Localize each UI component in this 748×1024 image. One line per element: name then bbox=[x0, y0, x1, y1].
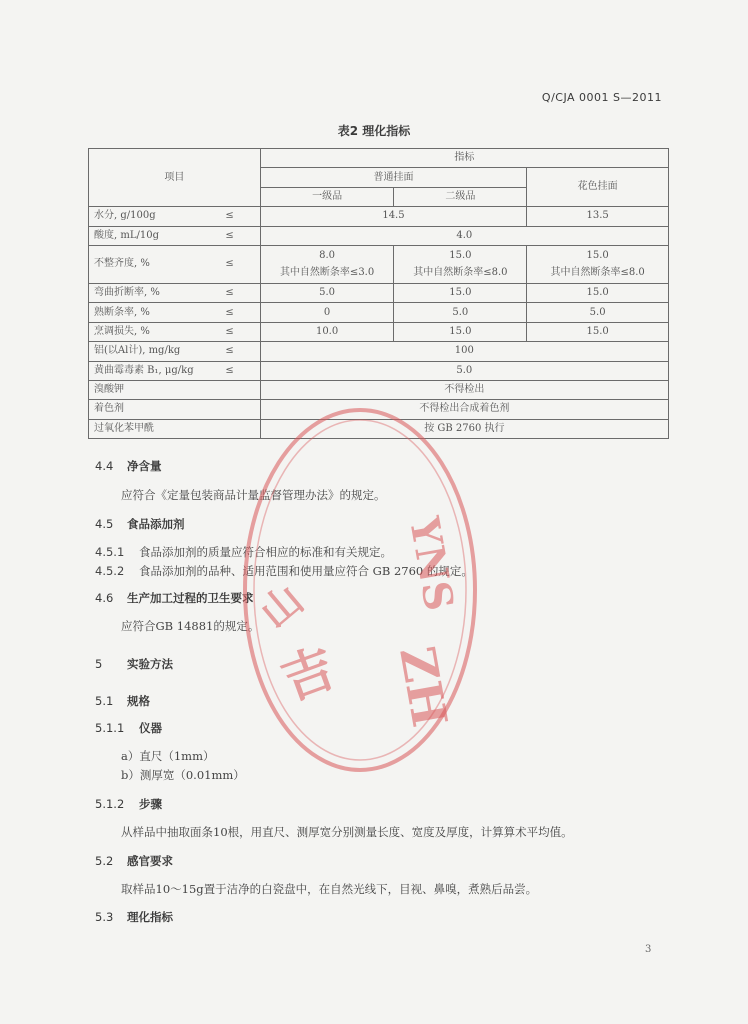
cell-note: 其中自然断条率≤3.0 bbox=[279, 267, 375, 279]
section-heading: 5.3 理化指标 bbox=[95, 910, 173, 924]
header-index: 指标 bbox=[260, 149, 668, 168]
svg-text:山: 山 bbox=[251, 575, 313, 638]
cell-value: 不得检出 bbox=[260, 380, 668, 399]
table-row bbox=[89, 419, 669, 438]
cell-value: 15.0 bbox=[527, 322, 669, 341]
cell-value: 13.5 bbox=[527, 207, 669, 226]
cell-value: 0 bbox=[260, 303, 394, 322]
le-sign: ≤ bbox=[225, 210, 234, 222]
header-item: 项目 bbox=[89, 149, 261, 207]
row-label: 熟断条率, % bbox=[94, 306, 150, 318]
svg-text:YNS: YNS bbox=[400, 513, 463, 615]
paragraph: 应符合GB 14881的规定。 bbox=[121, 619, 260, 633]
le-sign: ≤ bbox=[225, 229, 234, 241]
cell-value: 15.0 bbox=[586, 250, 609, 262]
standard-number: Q/CJA 0001 S—2011 bbox=[541, 91, 662, 104]
cell-value: 8.0 bbox=[319, 250, 336, 262]
cell-value: 5.0 bbox=[260, 283, 394, 302]
header-fancy: 花色挂面 bbox=[527, 168, 669, 207]
row-label: 不整齐度, % bbox=[94, 258, 150, 270]
section-heading: 5.1 规格 bbox=[95, 694, 150, 708]
row-label: 黄曲霉毒素 B₁, μg/kg bbox=[94, 364, 194, 376]
table-row bbox=[89, 361, 669, 380]
paragraph: 从样品中抽取面条10根，用直尺、测厚宽分别测量长度、宽度及厚度，计算算术平均值。 bbox=[121, 825, 573, 839]
table-row bbox=[89, 342, 669, 361]
cell-value: 5.0 bbox=[527, 303, 669, 322]
row-label: 铝(以Al计), mg/kg bbox=[94, 345, 181, 357]
table-caption: 表2 理化指标 bbox=[337, 124, 411, 138]
cell-value: 14.5 bbox=[260, 207, 527, 226]
paragraph: 应符合《定量包装商品计量监督管理办法》的规定。 bbox=[121, 488, 386, 502]
svg-text:吉: 吉 bbox=[273, 637, 344, 713]
cell-value: 4.0 bbox=[260, 226, 668, 245]
company-seal bbox=[235, 400, 485, 780]
cell-value: 15.0 bbox=[394, 283, 527, 302]
cell-value: 10.0 bbox=[260, 322, 394, 341]
row-label: 烹调损失, % bbox=[94, 325, 150, 337]
table-row bbox=[89, 245, 669, 283]
table-row bbox=[89, 207, 669, 226]
cell-value: 不得检出合成着色剂 bbox=[260, 400, 668, 419]
table-row bbox=[89, 303, 669, 322]
le-sign: ≤ bbox=[225, 258, 234, 270]
table-row bbox=[89, 322, 669, 341]
section-heading: 5.1.2 步骤 bbox=[95, 797, 162, 811]
le-sign: ≤ bbox=[225, 287, 234, 299]
le-sign: ≤ bbox=[225, 345, 234, 357]
cell-value: 5.0 bbox=[260, 361, 668, 380]
cell-note: 其中自然断条率≤8.0 bbox=[413, 267, 508, 279]
row-label: 弯曲折断率, % bbox=[94, 287, 160, 299]
section-heading: 5.1.1 仪器 bbox=[95, 721, 162, 735]
header-grade2: 二级品 bbox=[394, 187, 527, 206]
table-row bbox=[89, 226, 669, 245]
cell-value: 15.0 bbox=[394, 322, 527, 341]
table-row bbox=[89, 380, 669, 399]
le-sign: ≤ bbox=[225, 364, 234, 376]
table-row bbox=[89, 283, 669, 302]
header-ordinary: 普通挂面 bbox=[260, 168, 527, 187]
section-heading: 4.5 食品添加剂 bbox=[95, 517, 185, 531]
header-grade1: 一级品 bbox=[260, 187, 394, 206]
svg-text:ZH: ZH bbox=[388, 642, 458, 732]
section-heading: 5 实验方法 bbox=[95, 657, 173, 671]
le-sign: ≤ bbox=[225, 325, 234, 337]
cell-value: 15.0 bbox=[527, 283, 669, 302]
le-sign: ≤ bbox=[225, 306, 234, 318]
clause: 4.5.2 食品添加剂的品种、适用范围和使用量应符合 GB 2760 的规定。 bbox=[95, 564, 473, 578]
list-item: b）测厚宽（0.01mm） bbox=[121, 768, 245, 782]
cell-value: 5.0 bbox=[394, 303, 527, 322]
physicochemical-table bbox=[88, 148, 669, 439]
cell-value: 15.0 bbox=[449, 250, 472, 262]
section-heading: 5.2 感官要求 bbox=[95, 854, 173, 868]
row-label: 过氧化苯甲酰 bbox=[89, 419, 261, 438]
row-label: 酸度, mL/10g bbox=[94, 229, 159, 241]
cell-value: 100 bbox=[260, 342, 668, 361]
list-item: a）直尺（1mm） bbox=[121, 749, 215, 763]
row-label: 着色剂 bbox=[89, 400, 261, 419]
clause: 4.5.1 食品添加剂的质量应符合相应的标准和有关规定。 bbox=[95, 545, 392, 559]
section-heading: 4.4 净含量 bbox=[95, 459, 162, 473]
row-label: 水分, g/100g bbox=[94, 210, 156, 222]
section-heading: 4.6 生产加工过程的卫生要求 bbox=[95, 591, 254, 605]
page-number: 3 bbox=[645, 944, 652, 955]
cell-value: 按 GB 2760 执行 bbox=[260, 419, 668, 438]
paragraph: 取样品10～15g置于洁净的白瓷盘中，在自然光线下，目视、鼻嗅，煮熟后品尝。 bbox=[121, 882, 538, 896]
row-label: 溴酸钾 bbox=[89, 380, 261, 399]
table-row bbox=[89, 400, 669, 419]
cell-note: 其中自然断条率≤8.0 bbox=[550, 267, 645, 279]
